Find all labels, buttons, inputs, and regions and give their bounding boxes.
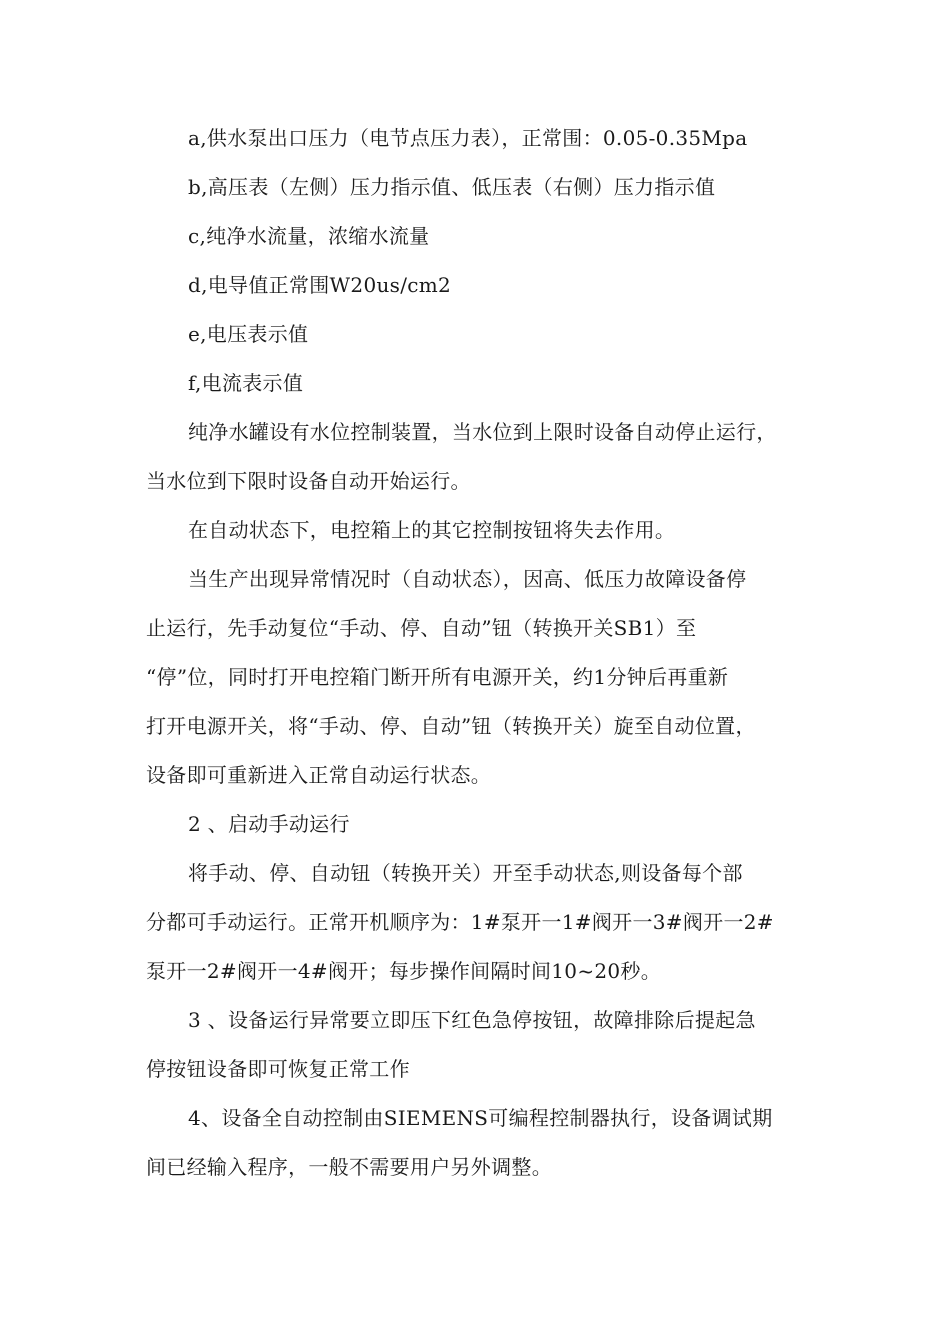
paragraph-line: 打开电源开关，将“手动、停、自动”钮（转换开关）旋至自动位置， bbox=[146, 714, 756, 738]
paragraph-line: 泵开一2#阀开一4#阀开；每步操作间隔时间10~20秒。 bbox=[146, 959, 662, 983]
paragraph-line: “停”位，同时打开电控箱门断开所有电源开关，约1分钟后再重新 bbox=[146, 665, 729, 689]
paragraph-line: 停按钮设备即可恢复正常工作 bbox=[146, 1057, 410, 1081]
paragraph-line: 止运行，先手动复位“手动、停、自动”钮（转换开关SB1）至 bbox=[146, 616, 697, 640]
section-heading: 2 、启动手动运行 bbox=[188, 812, 350, 836]
list-item-f: f,电流表示值 bbox=[188, 371, 304, 395]
paragraph-line: 当生产出现异常情况时（自动状态），因高、低压力故障设备停 bbox=[188, 567, 747, 591]
list-item-a: a,供水泵出口压力（电节点压力表），正常围：0.05-0.35Mpa bbox=[188, 126, 748, 150]
paragraph-line: 分都可手动运行。正常开机顺序为：1#泵开一1#阀开一3#阀开一2# bbox=[146, 910, 774, 934]
paragraph-line: 当水位到下限时设备自动开始运行。 bbox=[146, 469, 471, 493]
paragraph-line: 在自动状态下，电控箱上的其它控制按钮将失去作用。 bbox=[188, 518, 676, 542]
list-item-c: c,纯净水流量，浓缩水流量 bbox=[188, 224, 430, 248]
list-item-b: b,高压表（左侧）压力指示值、低压表（右侧）压力指示值 bbox=[188, 175, 716, 199]
paragraph-line: 间已经输入程序，一般不需要用户另外调整。 bbox=[146, 1155, 552, 1179]
paragraph-line: 纯净水罐设有水位控制装置，当水位到上限时设备自动停止运行， bbox=[188, 420, 777, 444]
paragraph-line: 4、设备全自动控制由SIEMENS可编程控制器执行，设备调试期 bbox=[188, 1106, 773, 1130]
list-item-e: e,电压表示值 bbox=[188, 322, 309, 346]
paragraph-line: 3 、设备运行异常要立即压下红色急停按钮，故障排除后提起急 bbox=[188, 1008, 756, 1032]
paragraph-line: 设备即可重新进入正常自动运行状态。 bbox=[146, 763, 492, 787]
list-item-d: d,电导值正常围W20us/cm2 bbox=[188, 273, 452, 297]
paragraph-line: 将手动、停、自动钮（转换开关）开至手动状态,则设备每个部 bbox=[188, 861, 743, 885]
